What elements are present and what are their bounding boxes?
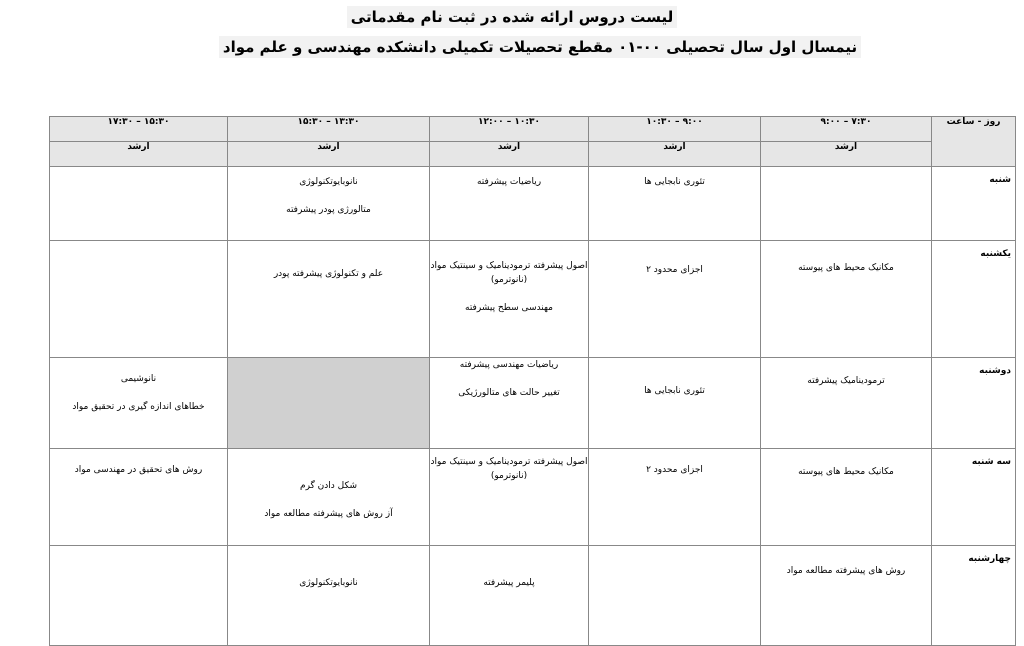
- course-name: روش های پیشرفته مطالعه مواد: [786, 566, 906, 576]
- day-row-sunday: [50, 241, 1016, 358]
- level-label: ارشد: [228, 142, 430, 167]
- line-gap: [430, 287, 588, 301]
- schedule-cell: [589, 546, 761, 646]
- course-name: متالورژی پودر پیشرفته: [286, 205, 371, 215]
- day-row-tuesday: [50, 449, 1016, 546]
- course-name: علم و تکنولوژی پیشرفته پودر: [273, 269, 384, 279]
- course-name: نانوشیمی: [120, 374, 157, 384]
- schedule-cell: [589, 358, 761, 449]
- day-name: شنبه: [932, 167, 1016, 241]
- line-gap: [228, 189, 429, 203]
- schedule-cell: [50, 449, 228, 546]
- course-name: اصول پیشرفته ترمودینامیک و سینتیک مواد: [430, 457, 588, 467]
- corner-header: روز - ساعت: [932, 117, 1016, 167]
- course-name: تغییر حالت های متالورژیکی: [458, 388, 560, 398]
- course-name: شکل دادن گرم: [300, 481, 357, 491]
- course-name: تئوری نابجایی ها: [644, 177, 705, 187]
- course-name: اصول پیشرفته ترمودینامیک و سینتیک مواد: [430, 261, 588, 271]
- document-subtitle: [0, 38, 1024, 56]
- time-slot-5: ۱۵:۳۰ – ۱۷:۳۰: [50, 117, 228, 142]
- line-gap: [430, 372, 588, 386]
- schedule-cell: [50, 167, 228, 241]
- schedule-cell: [430, 546, 589, 646]
- schedule-cell: [228, 358, 430, 449]
- day-name: سه شنبه: [932, 449, 1016, 546]
- time-slot-2: ۹:۰۰ – ۱۰:۳۰: [589, 117, 761, 142]
- header-row-times: [50, 117, 1016, 142]
- title-line-1: لیست دروس ارائه شده در ثبت نام مقدماتی: [347, 6, 677, 28]
- line-gap: [228, 493, 429, 507]
- day-row-monday: [50, 358, 1016, 449]
- schedule-cell: [589, 241, 761, 358]
- day-row-saturday: [50, 167, 1016, 241]
- document-title: [0, 8, 1024, 26]
- schedule-cell: [761, 241, 932, 358]
- day-name: چهارشنبه: [932, 546, 1016, 646]
- schedule-cell: [761, 358, 932, 449]
- course-name: روش های تحقیق در مهندسی مواد: [74, 465, 203, 475]
- schedule-cell: [50, 241, 228, 358]
- course-name: آز روش های پیشرفته مطالعه مواد: [264, 509, 393, 519]
- day-name: یکشنبه: [932, 241, 1016, 358]
- schedule-cell: [430, 358, 589, 449]
- schedule-cell: [50, 358, 228, 449]
- level-label: ارشد: [761, 142, 932, 167]
- course-name: اجزای محدود ۲: [646, 265, 703, 275]
- title-line-2: نیمسال اول سال تحصیلی ۰۰-۰۱ مقطع تحصیلات تکمیلی دانشکده مهندسی و علم مواد: [219, 36, 861, 58]
- schedule-cell: [761, 449, 932, 546]
- time-slot-3: ۱۰:۳۰ – ۱۲:۰۰: [430, 117, 589, 142]
- schedule-cell: [589, 167, 761, 241]
- time-slot-1: ۷:۳۰ – ۹:۰۰: [761, 117, 932, 142]
- schedule-cell: [761, 167, 932, 241]
- course-name: نانوبایوتکنولوژی: [299, 177, 358, 187]
- schedule-cell: [228, 167, 430, 241]
- course-name: ترمودینامیک پیشرفته: [807, 376, 885, 386]
- schedule-cell: [761, 546, 932, 646]
- course-name: ریاضیات پیشرفته: [476, 177, 542, 187]
- course-name: پلیمر پیشرفته: [483, 578, 535, 588]
- course-name: مهندسی سطح پیشرفته: [465, 303, 553, 313]
- course-name: ریاضیات مهندسی پیشرفته: [459, 360, 559, 370]
- schedule-cell: [430, 167, 589, 241]
- header-row-levels: [50, 142, 1016, 167]
- schedule-cell: [589, 449, 761, 546]
- course-name: مکانیک محیط های پیوسته: [798, 467, 894, 477]
- course-name: نانوبایوتکنولوژی: [299, 578, 358, 588]
- course-name: (نانوترمو): [490, 471, 528, 481]
- schedule-cell: [50, 546, 228, 646]
- line-gap: [50, 386, 227, 400]
- course-name: اجزای محدود ۲: [646, 465, 703, 475]
- level-label: ارشد: [589, 142, 761, 167]
- course-name: خطاهای اندازه گیری در تحقیق مواد: [72, 402, 205, 412]
- schedule-cell: [228, 449, 430, 546]
- level-label: ارشد: [430, 142, 589, 167]
- day-row-wednesday: [50, 546, 1016, 646]
- schedule-cell: [228, 546, 430, 646]
- schedule-table: [49, 116, 1016, 646]
- schedule-cell: [430, 449, 589, 546]
- schedule-cell: [430, 241, 589, 358]
- level-label: ارشد: [50, 142, 228, 167]
- time-slot-4: ۱۳:۳۰ – ۱۵:۳۰: [228, 117, 430, 142]
- course-name: مکانیک محیط های پیوسته: [798, 263, 894, 273]
- day-name: دوشنبه: [932, 358, 1016, 449]
- course-name: (نانوترمو): [490, 275, 528, 285]
- course-name: تئوری نابجایی ها: [644, 386, 705, 396]
- schedule-cell: [228, 241, 430, 358]
